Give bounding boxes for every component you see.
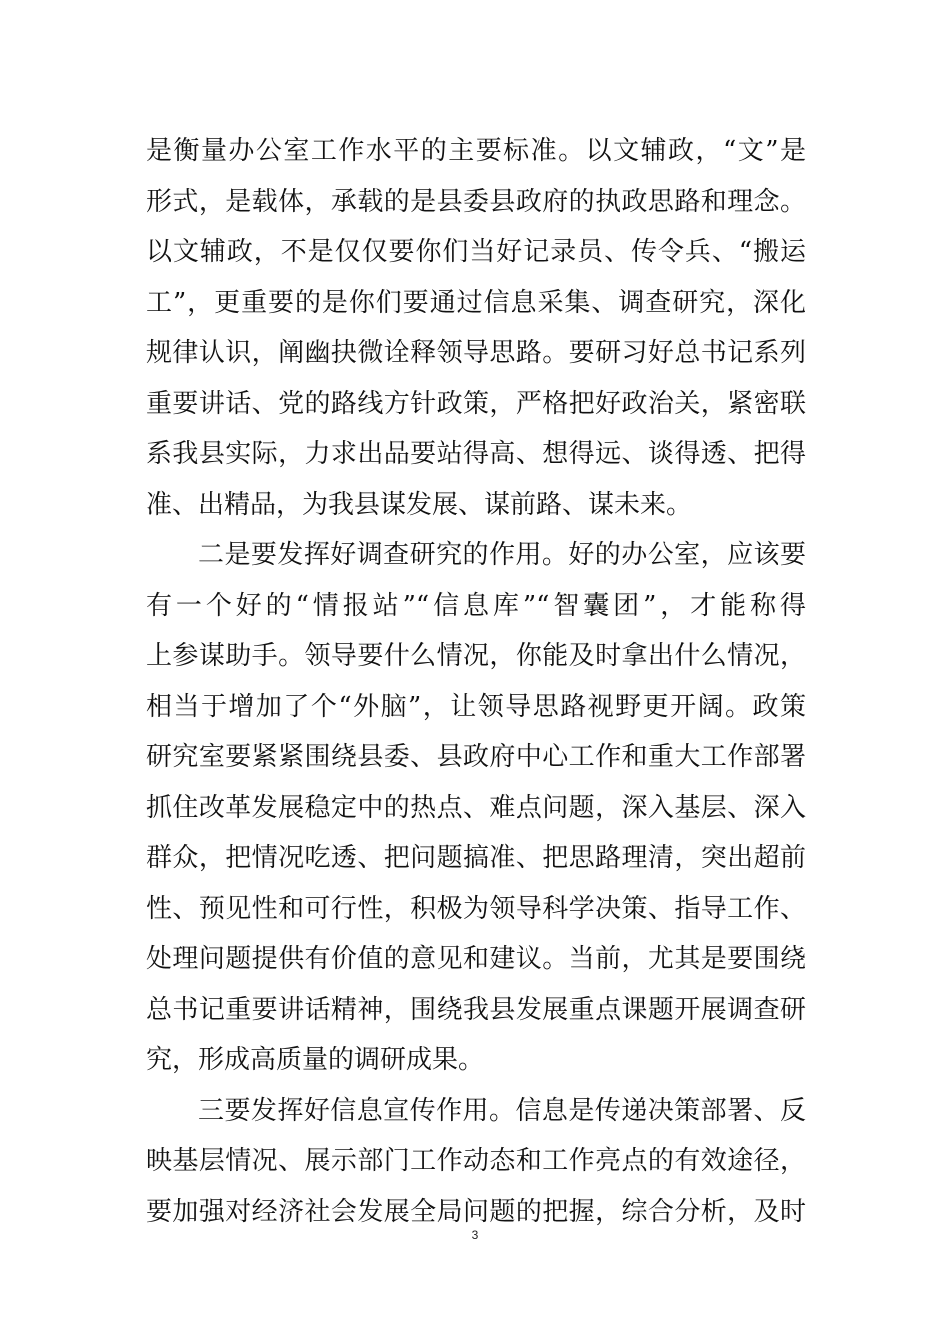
text-line: 工”，更重要的是你们要通过信息采集、调查研究，深化 (146, 287, 806, 318)
text-line: 重要讲话、党的路线方针政策，严格把好政治关，紧密联 (146, 388, 806, 419)
text-line: 要加强对经济社会发展全局问题的把握，综合分析，及时 (146, 1196, 806, 1227)
text-line: 系我县实际，力求出品要站得高、想得远、谈得透、把得 (146, 439, 806, 469)
paragraph-2 (146, 530, 806, 1086)
text-line: 规律认识，阐幽抉微诠释领导思路。要研习好总书记系列 (146, 338, 806, 368)
text-line: 二是要发挥好调查研究的作用。好的办公室，应该要 (198, 540, 806, 570)
text-line: 有一个好的“情报站”“信息库”“智囊团”，才能称得 (146, 590, 806, 621)
document-body (146, 126, 806, 1237)
text-line: 三要发挥好信息宣传作用。信息是传递决策部署、反 (198, 1095, 806, 1126)
text-line: 以文辅政，不是仅仅要你们当好记录员、传令兵、“搬运 (146, 237, 806, 267)
text-line: 相当于增加了个“外脑”，让领导思路视野更开阔。政策 (146, 691, 806, 722)
text-line: 研究室要紧紧围绕县委、县政府中心工作和重大工作部署 (146, 742, 806, 772)
text-line: 总书记重要讲话精神，围绕我县发展重点课题开展调查研 (146, 994, 806, 1025)
text-line: 映基层情况、展示部门工作动态和工作亮点的有效途径， (146, 1146, 806, 1176)
text-line: 准、出精品，为我县谋发展、谋前路、谋未来。 (146, 489, 693, 520)
text-line: 处理问题提供有价值的意见和建议。当前，尤其是要围绕 (146, 944, 806, 974)
text-line: 究，形成高质量的调研成果。 (146, 1045, 485, 1075)
paragraph-3 (146, 1086, 806, 1238)
text-line: 抓住改革发展稳定中的热点、难点问题，深入基层、深入 (146, 792, 806, 823)
paragraph-1 (146, 126, 806, 530)
text-line: 性、预见性和可行性，积极为领导科学决策、指导工作、 (146, 893, 806, 924)
text-line: 群众，把情况吃透、把问题搞准、把思路理清，突出超前 (146, 843, 806, 873)
text-line: 上参谋助手。领导要什么情况，你能及时拿出什么情况， (146, 641, 806, 671)
text-line: 是衡量办公室工作水平的主要标准。以文辅政，“文”是 (146, 136, 806, 166)
page-number: 3 (471, 1228, 479, 1242)
text-line: 形式，是载体，承载的是县委县政府的执政思路和理念。 (146, 186, 806, 217)
